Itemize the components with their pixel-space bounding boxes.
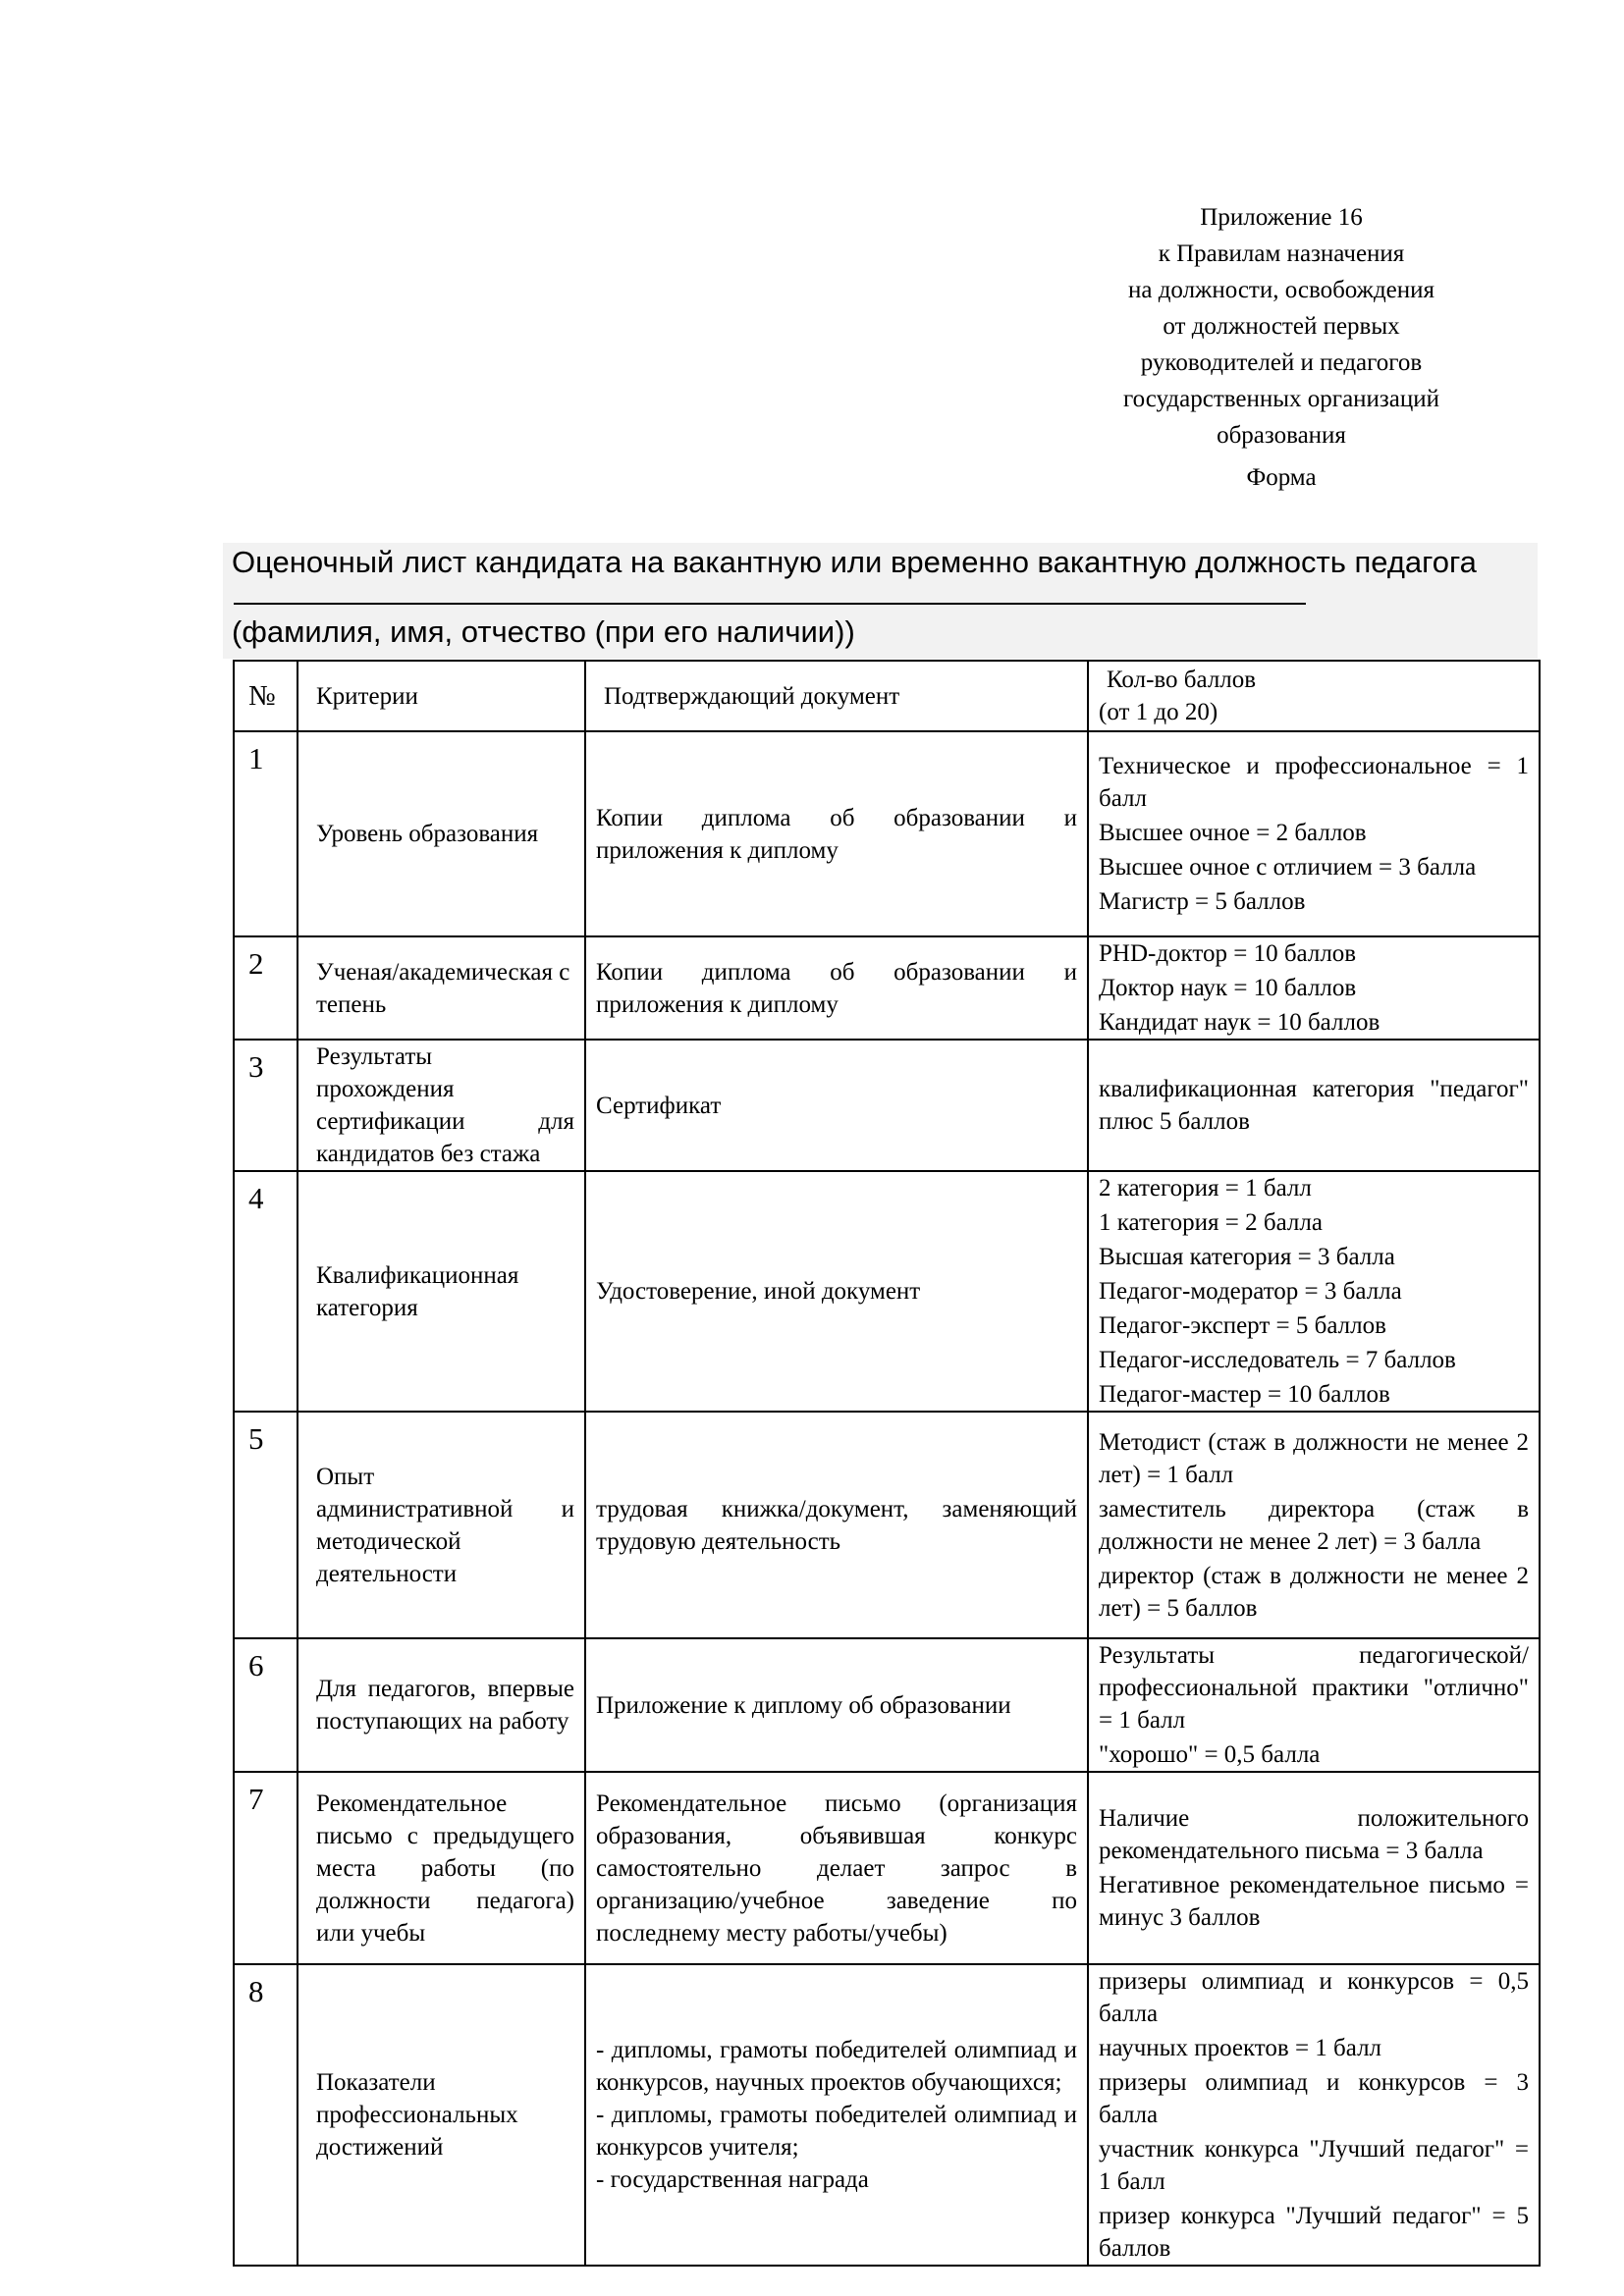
row-document (585, 1638, 1088, 1772)
row-points (1088, 731, 1540, 936)
appendix-line: на должности, освобождения (1127, 277, 1435, 303)
points-line: Высшее очное с отличием = 3 балла (1099, 854, 1477, 881)
row-criteria: Ученая/академическая степень (298, 936, 585, 1040)
form-label: Форма (1246, 464, 1317, 491)
row-points (1088, 936, 1540, 1040)
table-row (234, 936, 1540, 1040)
document-line: Копии диплома об образовании и приложения к диплому (596, 958, 1077, 1018)
points-line: директор (стаж в должности не менее 2 лет) = 5 баллов (1099, 1562, 1529, 1622)
points-line: "хорошо" = 0,5 балла (1099, 1741, 1321, 1768)
points-line: призер конкурса "Лучший педагог" = 5 баллов (1099, 2203, 1529, 2262)
document-line: Сертификат (596, 1092, 722, 1119)
points-line: Наличие положительного рекомендательного письма = 3 балла (1099, 1805, 1529, 1864)
row-criteria: Опыт административной и методической деятельности (298, 1412, 585, 1638)
document-line: Копии диплома об образовании и приложения к диплому (596, 804, 1077, 864)
row-document (585, 1412, 1088, 1638)
points-line: Результаты педагогической/ профессиональной практики "отлично" = 1 балл (1099, 1642, 1529, 1734)
table-row (234, 731, 1540, 936)
title-caption: (фамилия, имя, отчество (при его наличии)) (232, 614, 855, 649)
points-line: Кандидат наук = 10 баллов (1099, 1009, 1380, 1036)
row-points (1088, 1412, 1540, 1638)
points-line: участник конкурса "Лучший педагог" = 1 балл (1099, 2136, 1529, 2195)
row-points (1088, 1171, 1540, 1412)
row-criteria: Уровень образования (298, 731, 585, 936)
appendix-heading (1065, 199, 1497, 496)
points-line: Негативное рекомендательное письмо = минус 3 баллов (1099, 1872, 1529, 1931)
appendix-line: образования (1217, 422, 1346, 449)
row-num: 4 (234, 1171, 298, 1412)
header-points-line2: (от 1 до 20) (1099, 699, 1218, 725)
row-points (1088, 1772, 1540, 1964)
table-header-row (234, 661, 1540, 731)
points-line: Высшая категория = 3 балла (1099, 1244, 1395, 1270)
table-row (234, 1171, 1540, 1412)
header-criteria: Критерии (298, 661, 585, 731)
table-row (234, 1412, 1540, 1638)
document-line: Приложение к диплому об образовании (596, 1691, 1011, 1719)
table-row (234, 1638, 1540, 1772)
document-line: трудовая книжка/документ, заменяющий трудовую деятельность (596, 1495, 1077, 1555)
document-title (232, 543, 1528, 651)
points-line: призеры олимпиад и конкурсов = 3 балла (1099, 2069, 1529, 2128)
appendix-line: от должностей первых (1163, 313, 1400, 340)
table-row (234, 1040, 1540, 1171)
row-document (585, 1772, 1088, 1964)
points-line: научных проектов = 1 балл (1099, 2035, 1382, 2061)
row-criteria: Результаты прохождения сертификации для кандидатов без стажа (298, 1040, 585, 1171)
table-row (234, 1772, 1540, 1964)
points-line: заместитель директора (стаж в должности не менее 2 лет) = 3 балла (1099, 1495, 1529, 1555)
table-row (234, 1964, 1540, 2266)
row-criteria: Квалификационная категория (298, 1171, 585, 1412)
header-document: Подтверждающий документ (585, 661, 1088, 731)
points-line: PHD-доктор = 10 баллов (1099, 940, 1357, 967)
document-line: - дипломы, грамоты победителей олимпиад и конкурсов, научных проектов обучающихся; (596, 2037, 1077, 2096)
row-num: 2 (234, 936, 298, 1040)
points-line: 1 категория = 2 балла (1099, 1209, 1323, 1236)
header-points-line1: Кол-во баллов (1107, 667, 1257, 693)
header-num: № (234, 661, 298, 731)
header-points (1088, 661, 1540, 731)
row-num: 3 (234, 1040, 298, 1171)
document-line: - государственная награда (596, 2166, 869, 2193)
appendix-line: руководителей и педагогов (1140, 349, 1423, 376)
row-points (1088, 1638, 1540, 1772)
row-criteria: Показатели профессиональных достижений (298, 1964, 585, 2266)
criteria-table (233, 660, 1541, 2267)
points-line: призеры олимпиад и конкурсов = 0,5 балла (1099, 1968, 1529, 2027)
points-line: Магистр = 5 баллов (1099, 888, 1306, 915)
points-line: Доктор наук = 10 баллов (1099, 975, 1357, 1001)
points-line: Техническое и профессиональное = 1 балл (1099, 753, 1529, 812)
row-num: 7 (234, 1772, 298, 1964)
blank-underline (234, 603, 1306, 605)
row-document (585, 1964, 1088, 2266)
row-criteria: Рекомендательное письмо с предыдущего места работы (по должности педагога) или учебы (298, 1772, 585, 1964)
document-line: Рекомендательное письмо (организация образования, объявившая конкурс самостоятельно делает запрос в организацию/учебное заведение по последнему месту работы/учебы) (596, 1789, 1077, 1947)
row-num: 6 (234, 1638, 298, 1772)
row-document (585, 1040, 1088, 1171)
document-line: Удостоверение, иной документ (596, 1278, 921, 1305)
appendix-line: к Правилам назначения (1158, 240, 1405, 267)
appendix-line: Приложение 16 (1200, 204, 1363, 231)
document-line: - дипломы, грамоты победителей олимпиад и конкурсов учителя; (596, 2102, 1077, 2161)
row-criteria: Для педагогов, впервые поступающих на работу (298, 1638, 585, 1772)
row-document (585, 936, 1088, 1040)
row-num: 8 (234, 1964, 298, 2266)
name-blank-line (232, 581, 1528, 613)
points-line: Педагог-мастер = 10 баллов (1099, 1381, 1390, 1408)
points-line: Педагог-модератор = 3 балла (1099, 1278, 1402, 1305)
points-line: 2 категория = 1 балл (1099, 1175, 1312, 1201)
row-document (585, 731, 1088, 936)
points-line: квалификационная категория "педагог" плюс 5 баллов (1099, 1076, 1529, 1135)
row-points (1088, 1040, 1540, 1171)
title-line: Оценочный лист кандидата на вакантную или временно вакантную должность педагога (232, 545, 1477, 579)
points-line: Педагог-исследователь = 7 баллов (1099, 1347, 1456, 1373)
points-line: Педагог-эксперт = 5 баллов (1099, 1312, 1386, 1339)
row-num: 5 (234, 1412, 298, 1638)
row-points (1088, 1964, 1540, 2266)
row-num: 1 (234, 731, 298, 936)
points-line: Высшее очное = 2 баллов (1099, 820, 1367, 846)
points-line: Методист (стаж в должности не менее 2 лет) = 1 балл (1099, 1428, 1529, 1488)
row-document (585, 1171, 1088, 1412)
appendix-line: государственных организаций (1122, 386, 1440, 412)
